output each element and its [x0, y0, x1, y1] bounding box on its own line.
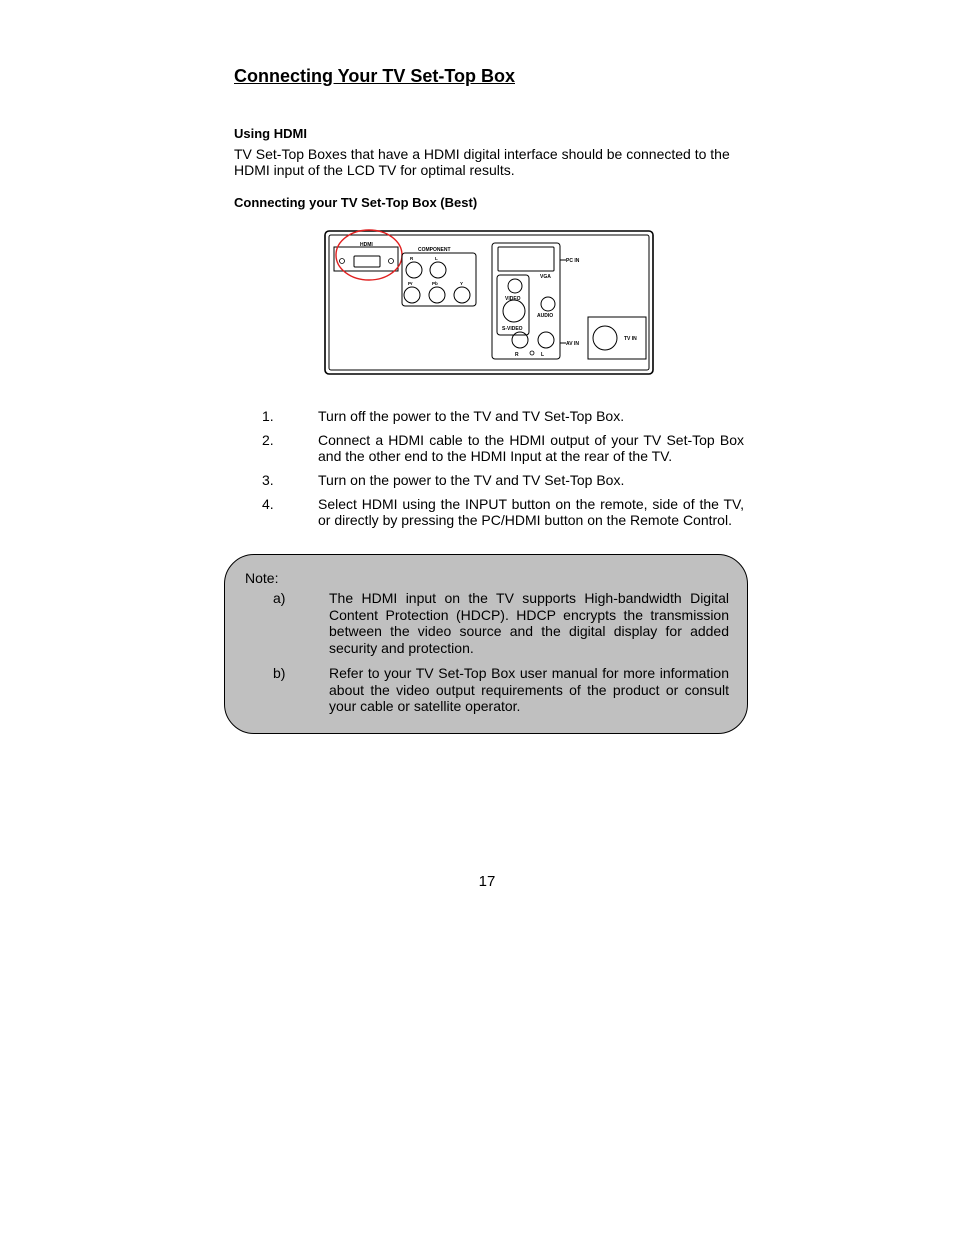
label-tv-in: TV IN [624, 336, 637, 342]
hdmi-screw-right [389, 259, 394, 264]
label-comp-pb: Pb [432, 281, 438, 286]
note-item-letter: a) [273, 590, 286, 606]
step-number: 4. [262, 496, 274, 512]
panel-outer [325, 231, 653, 374]
label-component: COMPONENT [418, 247, 451, 253]
pc-av-block [492, 243, 560, 359]
step-number: 3. [262, 472, 274, 488]
step-text: Turn on the power to the TV and TV Set-Top Box. [318, 472, 625, 488]
list-item [273, 590, 729, 656]
label-av-r: R [515, 352, 519, 358]
list-item [262, 408, 744, 424]
label-video: VIDEO [505, 296, 521, 302]
tv-in-jack [593, 326, 617, 350]
label-av-in: AV IN [566, 341, 579, 347]
note-items [273, 590, 729, 724]
list-item [273, 665, 729, 715]
step-number: 2. [262, 432, 274, 448]
note-label: Note: [245, 570, 279, 586]
label-comp-l: L [435, 256, 438, 261]
hdmi-screw-left [340, 259, 345, 264]
step-number: 1. [262, 408, 274, 424]
audio-jack [541, 297, 555, 311]
label-audio: AUDIO [537, 313, 554, 319]
label-av-l: L [541, 352, 545, 358]
s-video-jack [503, 300, 525, 322]
instruction-steps [262, 408, 744, 536]
component-y-jack [454, 287, 470, 303]
label-s-video: S-VIDEO [502, 326, 523, 332]
note-box [224, 554, 748, 734]
label-comp-pr: Pr [408, 281, 413, 286]
section-heading-using-hdmi: Using HDMI [234, 126, 307, 141]
section-heading-connecting: Connecting your TV Set-Top Box (Best) [234, 195, 478, 210]
vga-port [498, 247, 554, 271]
note-item-text: Refer to your TV Set-Top Box user manual for more information about the video output requirements of the product or consult your cable or satellite operator. [329, 665, 729, 714]
note-item-letter: b) [273, 665, 286, 681]
component-pr-jack [404, 287, 420, 303]
label-pc-in: PC IN [566, 258, 580, 264]
list-item [262, 432, 744, 464]
av-r-jack [512, 332, 528, 348]
label-hdmi: HDMI [360, 242, 373, 248]
note-item-text: The HDMI input on the TV supports High-bandwidth Digital Content Protection (HDCP). HDCP encrypts the transmission between the video source and the digital display for added security and protection. [329, 590, 729, 656]
step-text: Turn off the power to the TV and TV Set-Top Box. [318, 408, 625, 424]
step-text: Connect a HDMI cable to the HDMI output of your TV Set-Top Box and the other end to the HDMI Input at the rear of the TV. [318, 432, 744, 464]
component-pb-jack [429, 287, 445, 303]
av-center-dot [530, 351, 534, 355]
component-r-jack [406, 262, 422, 278]
hdmi-highlight-circle [336, 230, 402, 280]
step-text: Select HDMI using the INPUT button on the remote, side of the TV, or directly by pressing the PC/HDMI button on the Remote Control. [318, 496, 744, 528]
label-vga: VGA [540, 274, 551, 280]
hdmi-port [354, 256, 380, 267]
video-jack [508, 279, 522, 293]
page-number: 17 [478, 873, 496, 890]
list-item [262, 472, 744, 488]
page-title: Connecting Your TV Set-Top Box [234, 66, 515, 86]
component-l-jack [430, 262, 446, 278]
label-comp-y: Y [460, 281, 464, 286]
av-l-jack [538, 332, 554, 348]
label-comp-r: R [410, 256, 414, 261]
list-item [262, 496, 744, 528]
section-intro-text: TV Set-Top Boxes that have a HDMI digital interface should be connected to the HDMI input of the LCD TV for optimal results. [234, 146, 730, 178]
tv-rear-panel-diagram [322, 229, 656, 377]
